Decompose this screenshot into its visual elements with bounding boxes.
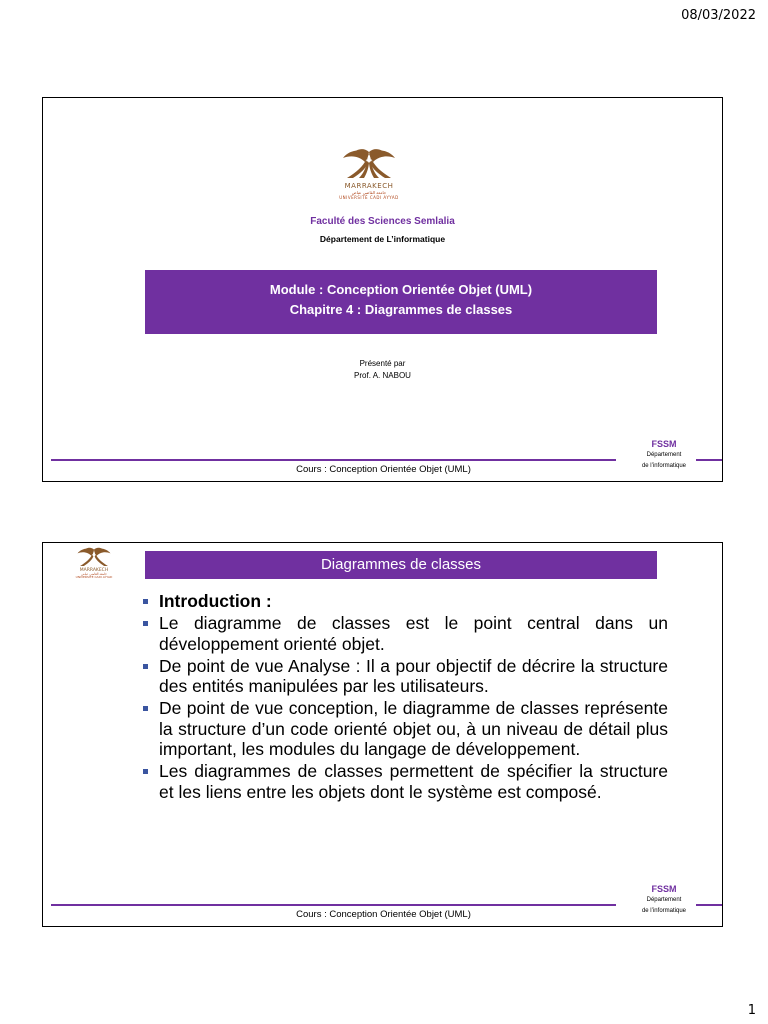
brand-name: FSSM: [651, 439, 677, 449]
title-slide: [42, 97, 723, 482]
footer-course: Cours : Conception Orientée Objet (UML): [296, 909, 471, 920]
logo-arabic: جامعة القاضي عياض: [351, 190, 387, 195]
presenter-block: [43, 358, 722, 381]
university-logo: [339, 148, 399, 208]
page-date: 08/03/2022: [681, 8, 756, 23]
slide-header: Diagrammes de classes: [145, 551, 657, 579]
university-logo-small: [75, 547, 113, 585]
bullet-item-introduction: Introduction :: [141, 591, 668, 611]
logo-city: MARRAKECH: [79, 567, 109, 573]
logo-city: MARRAKECH: [344, 182, 394, 190]
faculty-name: Faculté des Sciences Semlalia: [310, 216, 455, 227]
chapter-title: Chapitre 4 : Diagrammes de classes: [289, 302, 513, 318]
logo-university: UNIVERSITÉ CADI AYYAD: [75, 575, 113, 580]
module-title: Module : Conception Orientée Objet (UML): [269, 282, 533, 297]
content-slide: [42, 542, 723, 927]
presenter-name: Prof. A. NABOU: [354, 370, 411, 380]
footer-divider-right: [696, 904, 722, 906]
title-band: [145, 270, 657, 334]
presented-by-label: Présenté par: [359, 359, 406, 368]
palm-logo-icon: [75, 547, 113, 569]
brand-department-line2: de l’informatique: [641, 907, 686, 914]
brand-name: FSSM: [651, 884, 677, 894]
logo-university: UNIVERSITÉ CADI AYYAD: [339, 195, 399, 200]
bullet-item: De point de vue conception, le diagramme de classes représente la structure d’un code orienté objet ou, à un niveau de détail plus important, les modules du langage de développement.: [141, 698, 668, 759]
department-name: Département de L’informatique: [319, 234, 446, 244]
palm-logo-icon: [339, 148, 399, 182]
footer-divider: [51, 459, 616, 461]
brand-department-line2: de l’informatique: [641, 462, 686, 469]
footer-divider: [51, 904, 616, 906]
bullet-item: Le diagramme de classes est le point central dans un développement orienté objet.: [141, 613, 668, 654]
bullet-item: Les diagrammes de classes permettent de spécifier la structure et les liens entre les objets dont le système est composé.: [141, 761, 668, 802]
footer-divider-right: [696, 459, 722, 461]
brand-department-line1: Département: [646, 897, 682, 903]
bullet-list: [141, 591, 668, 804]
logo-arabic: جامعة القاضي عياض: [81, 572, 107, 577]
footer-course: Cours : Conception Orientée Objet (UML): [296, 464, 471, 475]
bullet-item: De point de vue Analyse : Il a pour objectif de décrire la structure des entités manipulées par les utilisateurs.: [141, 656, 668, 697]
brand-department-line1: Département: [646, 452, 682, 458]
page-number: 1: [747, 1003, 756, 1018]
